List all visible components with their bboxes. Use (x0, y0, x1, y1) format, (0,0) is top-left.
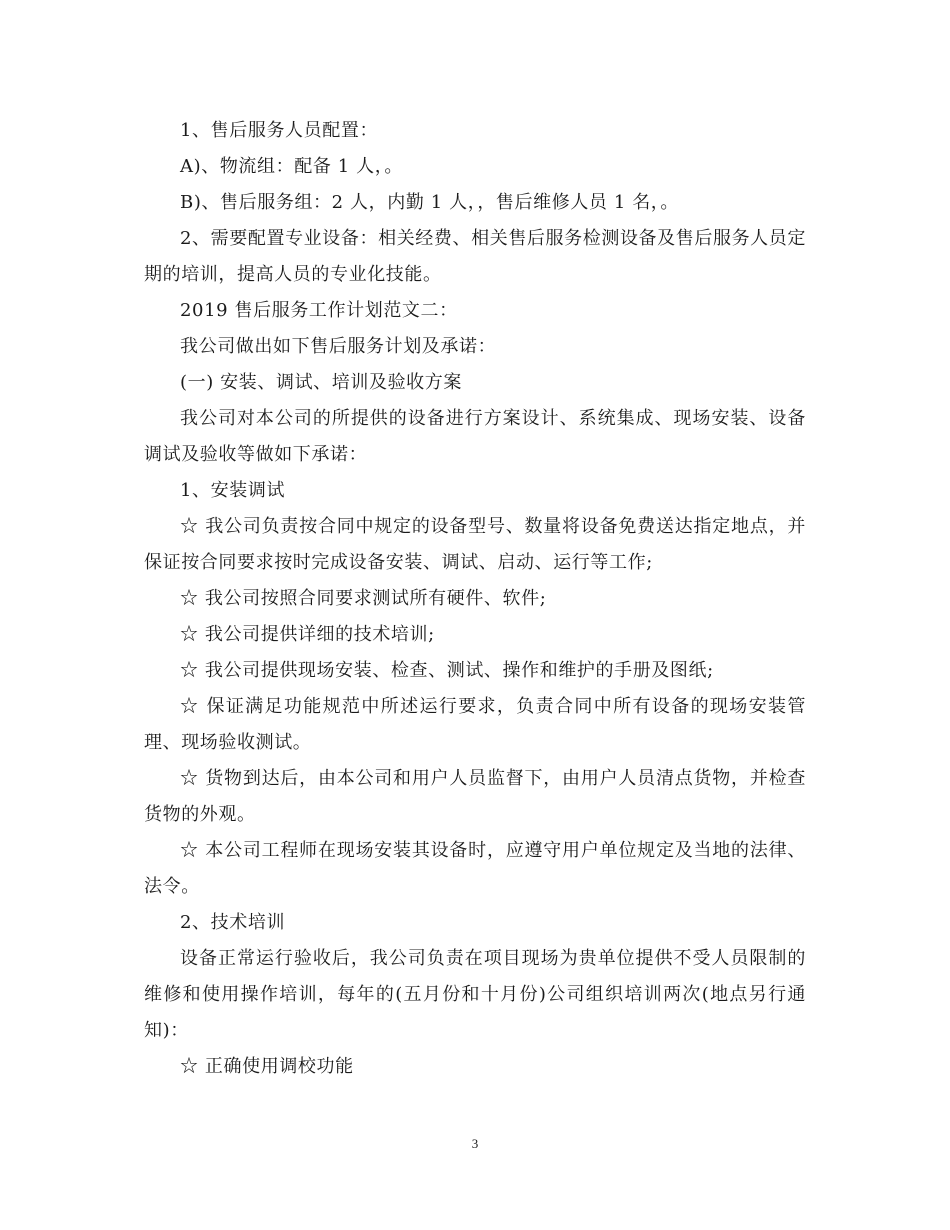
list-item: ☆ 本公司工程师在现场安装其设备时，应遵守用户单位规定及当地的法律、法令。 (144, 840, 806, 897)
paragraph: 我公司对本公司的所提供的设备进行方案设计、系统集成、现场安装、设备调试及验收等做如下承诺： (144, 408, 806, 465)
list-item: ☆ 我公司按照合同要求测试所有硬件、软件; (180, 588, 547, 609)
subsection-heading: 1、安装调试 (180, 480, 286, 501)
paragraph: A)、物流组：配备 1 人，。 (180, 156, 403, 177)
list-item: ☆ 货物到达后，由本公司和用户人员监督下，由用户人员清点货物，并检查货物的外观。 (144, 768, 806, 825)
list-item: ☆ 我公司负责按合同中规定的设备型号、数量将设备免费送达指定地点，并保证按合同要求按时完成设备安装、调试、启动、运行等工作; (144, 516, 806, 573)
document-body (144, 113, 806, 1085)
paragraph: 我公司做出如下售后服务计划及承诺： (180, 336, 497, 357)
paragraph: 2019 售后服务工作计划范文二： (180, 300, 458, 321)
list-item: ☆ 我公司提供详细的技术培训; (180, 624, 435, 645)
paragraph: 设备正常运行验收后，我公司负责在项目现场为贵单位提供不受人员限制的维修和使用操作培训，每年的(五月份和十月份)公司组织培训两次(地点另行通知)： (144, 948, 806, 1041)
paragraph: 2、需要配置专业设备：相关经费、相关售后服务检测设备及售后服务人员定期的培训，提高人员的专业化技能。 (144, 228, 806, 285)
list-item: ☆ 正确使用调校功能 (180, 1056, 354, 1077)
paragraph: 1、售后服务人员配置： (180, 120, 379, 141)
list-item: ☆ 保证满足功能规范中所述运行要求，负责合同中所有设备的现场安装管理、现场验收测试。 (144, 696, 806, 753)
page-number: 3 (471, 1136, 479, 1151)
subsection-heading: 2、技术培训 (180, 912, 286, 933)
list-item: ☆ 我公司提供现场安装、检查、测试、操作和维护的手册及图纸; (180, 660, 714, 681)
paragraph: B)、售后服务组：2 人，内勤 1 人，，售后维修人员 1 名，。 (180, 192, 680, 213)
section-heading: (一) 安装、调试、培训及验收方案 (180, 372, 462, 393)
